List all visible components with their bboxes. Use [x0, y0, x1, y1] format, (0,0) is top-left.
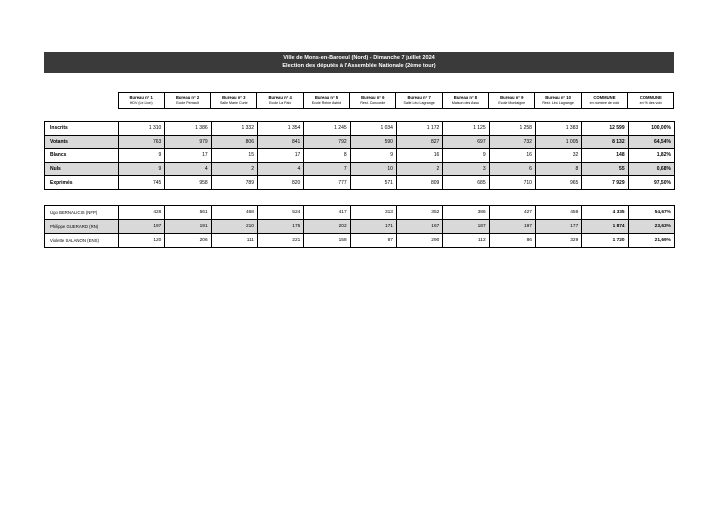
- column-header-row: [44, 93, 674, 109]
- bureau-value-cell: 8: [304, 149, 350, 163]
- bureau-value-cell: 197: [119, 220, 165, 234]
- commune-total-cell: 97,50%: [628, 176, 674, 190]
- column-title: Bureau n° 5: [314, 95, 339, 100]
- column-header: [535, 93, 581, 109]
- candidate-row: [45, 234, 675, 248]
- bureau-value-cell: 86: [489, 234, 535, 248]
- bureau-value-cell: 112: [443, 234, 489, 248]
- bureau-value-cell: 428: [119, 206, 165, 220]
- column-header: [489, 93, 535, 109]
- bureau-value-cell: 329: [535, 234, 581, 248]
- column-subtitle: Salle Marie Curie: [220, 100, 248, 105]
- commune-total-cell: 12 599: [582, 122, 628, 136]
- commune-total-cell: 21,69%: [628, 234, 674, 248]
- bureau-value-cell: 1 386: [165, 122, 211, 136]
- column-title: COMMUNE: [593, 95, 616, 100]
- commune-total-cell: 1 874: [582, 220, 628, 234]
- candidates-table: [44, 205, 675, 248]
- bureau-value-cell: 177: [535, 220, 581, 234]
- bureau-value-cell: 9: [119, 162, 165, 176]
- results-row-label: Votants: [45, 135, 119, 149]
- column-subtitle: Salle Léo Lagrange: [403, 100, 435, 105]
- bureau-value-cell: 777: [304, 176, 350, 190]
- bureau-value-cell: 1 332: [211, 122, 257, 136]
- candidate-row: [45, 220, 675, 234]
- bureau-value-cell: 3: [443, 162, 489, 176]
- bureau-value-cell: 386: [443, 206, 489, 220]
- results-row: [45, 176, 675, 190]
- bureau-value-cell: 571: [350, 176, 396, 190]
- bureau-value-cell: 17: [165, 149, 211, 163]
- column-title: Bureau n° 4: [268, 95, 292, 100]
- bureau-value-cell: 87: [350, 234, 396, 248]
- bureau-value-cell: 965: [535, 176, 581, 190]
- bureau-value-cell: 685: [443, 176, 489, 190]
- bureau-value-cell: 206: [165, 234, 211, 248]
- bureau-value-cell: 1 383: [535, 122, 581, 136]
- column-subtitle: en % des voix: [639, 100, 662, 105]
- bureau-value-cell: 158: [304, 234, 350, 248]
- bureau-value-cell: 763: [119, 135, 165, 149]
- bureau-value-cell: 697: [443, 135, 489, 149]
- column-title: Bureau n° 6: [361, 95, 385, 100]
- bureau-value-cell: 1 354: [257, 122, 303, 136]
- results-row: [45, 149, 675, 163]
- bureau-value-cell: 8: [535, 162, 581, 176]
- bureau-value-cell: 171: [350, 220, 396, 234]
- bureau-value-cell: 806: [211, 135, 257, 149]
- commune-total-cell: 64,54%: [628, 135, 674, 149]
- column-header-table: [44, 92, 674, 109]
- results-row-label: Blancs: [45, 149, 119, 163]
- page-banner: [44, 52, 674, 73]
- bureau-value-cell: 111: [211, 234, 257, 248]
- bureau-value-cell: 202: [304, 220, 350, 234]
- column-header: [303, 93, 349, 109]
- bureau-value-cell: 979: [165, 135, 211, 149]
- column-title: Bureau n° 9: [500, 95, 524, 100]
- banner-subtitle: Election des députés à l'Assemblée Nationale (2ème tour): [282, 62, 436, 69]
- bureau-value-cell: 7: [304, 162, 350, 176]
- bureau-value-cell: 732: [489, 135, 535, 149]
- column-subtitle: Ecole Montaigne: [498, 100, 526, 105]
- bureau-value-cell: 468: [211, 206, 257, 220]
- bureau-value-cell: 2: [211, 162, 257, 176]
- bureau-value-cell: 175: [257, 220, 303, 234]
- column-subtitle: en nombre de voix: [589, 100, 620, 105]
- bureau-value-cell: 191: [165, 220, 211, 234]
- column-title: Bureau n° 1: [129, 95, 153, 100]
- bureau-value-cell: 210: [211, 220, 257, 234]
- bureau-value-cell: 427: [489, 206, 535, 220]
- bureau-value-cell: 16: [489, 149, 535, 163]
- commune-total-cell: 54,67%: [628, 206, 674, 220]
- results-row-label: Inscrits: [45, 122, 119, 136]
- column-header: [211, 93, 257, 109]
- commune-total-cell: 8 132: [582, 135, 628, 149]
- bureau-value-cell: 417: [304, 206, 350, 220]
- column-subtitle: Rest. Léo Lagrange: [542, 100, 574, 105]
- commune-total-cell: 0,68%: [628, 162, 674, 176]
- commune-total-cell: 1,82%: [628, 149, 674, 163]
- column-title: Bureau n° 8: [453, 95, 478, 100]
- commune-total-cell: 23,63%: [628, 220, 674, 234]
- candidate-row-label: Violette SALANON (ENS): [45, 234, 119, 248]
- bureau-value-cell: 9: [350, 149, 396, 163]
- results-table: [44, 121, 675, 190]
- bureau-value-cell: 10: [350, 162, 396, 176]
- bureau-value-cell: 459: [535, 206, 581, 220]
- column-header: [396, 93, 442, 109]
- column-subtitle: HDV (Le Lion): [129, 100, 153, 105]
- bureau-value-cell: 4: [165, 162, 211, 176]
- results-row: [45, 135, 675, 149]
- column-subtitle: Rest. Concorde: [360, 100, 386, 105]
- bureau-value-cell: 1 034: [350, 122, 396, 136]
- column-header: [581, 93, 627, 109]
- column-title: Bureau n° 7: [407, 95, 431, 100]
- column-subtitle: Ecole La Paix: [269, 100, 292, 105]
- column-subtitle: Ecole Reine Astrid: [311, 100, 342, 105]
- column-header: [442, 93, 488, 109]
- commune-total-cell: 100,00%: [628, 122, 674, 136]
- bureau-value-cell: 841: [257, 135, 303, 149]
- bureau-value-cell: 221: [257, 234, 303, 248]
- commune-total-cell: 7 929: [582, 176, 628, 190]
- bureau-value-cell: 120: [119, 234, 165, 248]
- candidate-row-label: Ugo BERNALICIS (NFP): [45, 206, 119, 220]
- candidate-row: [45, 206, 675, 220]
- commune-total-cell: 55: [582, 162, 628, 176]
- bureau-value-cell: 809: [396, 176, 442, 190]
- results-row: [45, 122, 675, 136]
- bureau-value-cell: 15: [211, 149, 257, 163]
- bureau-value-cell: 710: [489, 176, 535, 190]
- bureau-value-cell: 958: [165, 176, 211, 190]
- column-title: Bureau n° 10: [545, 95, 571, 100]
- bureau-value-cell: 1 245: [304, 122, 350, 136]
- column-title: Bureau n° 3: [222, 95, 246, 100]
- bureau-value-cell: 4: [257, 162, 303, 176]
- bureau-value-cell: 590: [350, 135, 396, 149]
- commune-total-cell: 148: [582, 149, 628, 163]
- commune-total-cell: 4 335: [582, 206, 628, 220]
- column-header: [628, 93, 674, 109]
- bureau-value-cell: 313: [350, 206, 396, 220]
- bureau-value-cell: 1 125: [443, 122, 489, 136]
- commune-total-cell: 1 720: [582, 234, 628, 248]
- results-row: [45, 162, 675, 176]
- bureau-value-cell: 16: [396, 149, 442, 163]
- bureau-value-cell: 9: [119, 149, 165, 163]
- bureau-value-cell: 792: [304, 135, 350, 149]
- bureau-value-cell: 6: [489, 162, 535, 176]
- column-header: [118, 93, 164, 109]
- results-row-label: Nuls: [45, 162, 119, 176]
- bureau-value-cell: 1 258: [489, 122, 535, 136]
- bureau-value-cell: 745: [119, 176, 165, 190]
- bureau-value-cell: 352: [396, 206, 442, 220]
- column-header: [350, 93, 396, 109]
- bureau-value-cell: 827: [396, 135, 442, 149]
- column-subtitle: Ecole Perrault: [176, 100, 199, 105]
- bureau-value-cell: 524: [257, 206, 303, 220]
- column-subtitle: Maison des Asso: [451, 100, 480, 105]
- banner-title: Ville de Mons-en-Baroeul (Nord) - Dimanche 7 juillet 2024: [283, 55, 435, 61]
- bureau-value-cell: 1 310: [119, 122, 165, 136]
- candidate-row-label: Philippe GUERARD (RN): [45, 220, 119, 234]
- bureau-value-cell: 32: [535, 149, 581, 163]
- column-title: Bureau n° 2: [175, 95, 200, 100]
- column-header: [164, 93, 210, 109]
- bureau-value-cell: 17: [257, 149, 303, 163]
- column-title: COMMUNE: [639, 95, 662, 100]
- column-header: [257, 93, 303, 109]
- bureau-value-cell: 197: [489, 220, 535, 234]
- results-row-label: Exprimés: [45, 176, 119, 190]
- bureau-value-cell: 789: [211, 176, 257, 190]
- bureau-value-cell: 2: [396, 162, 442, 176]
- bureau-value-cell: 9: [443, 149, 489, 163]
- bureau-value-cell: 167: [396, 220, 442, 234]
- bureau-value-cell: 820: [257, 176, 303, 190]
- bureau-value-cell: 1 005: [535, 135, 581, 149]
- bureau-value-cell: 290: [396, 234, 442, 248]
- bureau-value-cell: 561: [165, 206, 211, 220]
- bureau-value-cell: 187: [443, 220, 489, 234]
- bureau-value-cell: 1 172: [396, 122, 442, 136]
